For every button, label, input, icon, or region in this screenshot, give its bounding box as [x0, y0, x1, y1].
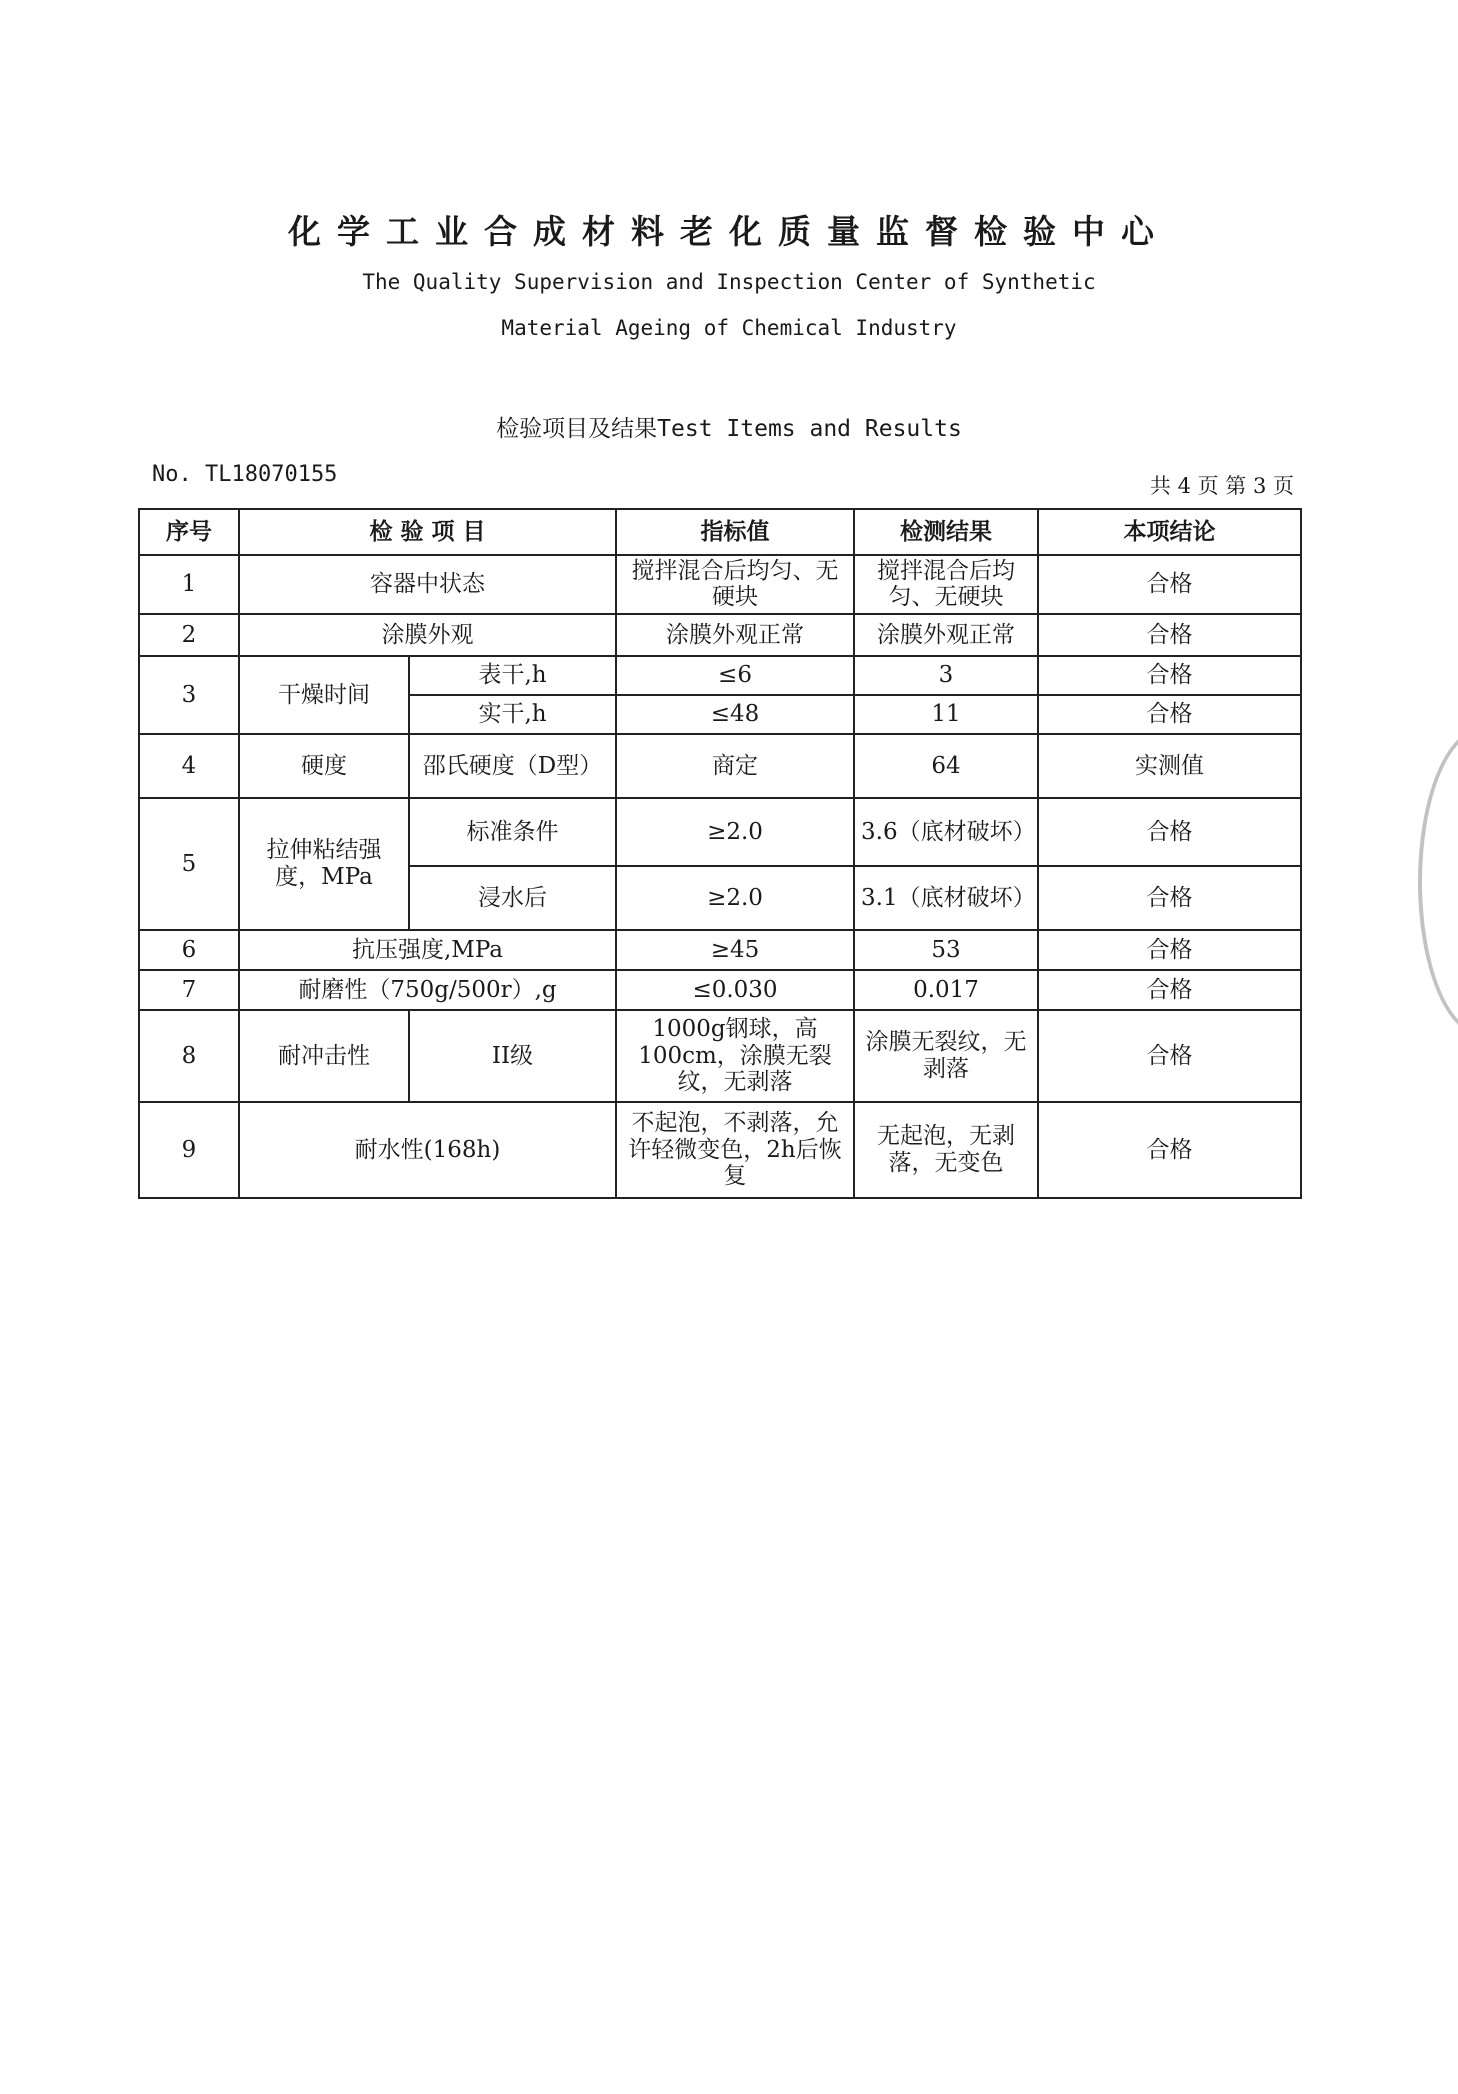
header-conclusion: 本项结论 — [1038, 509, 1301, 555]
center-title-en-line2: Material Ageing of Chemical Industry — [501, 316, 957, 340]
row-conclusion: 合格 — [1038, 866, 1301, 930]
table-row — [139, 734, 1301, 798]
row-conclusion: 实测值 — [1038, 734, 1301, 798]
row-subitem: 邵氏硬度（D型） — [409, 734, 616, 798]
row-conclusion: 合格 — [1038, 1010, 1301, 1102]
section-subtitle: 检验项目及结果Test Items and Results — [496, 416, 962, 442]
row-result: 64 — [854, 734, 1038, 798]
row-result: 搅拌混合后均匀、无硬块 — [854, 555, 1038, 614]
row-item: 涂膜外观 — [239, 614, 616, 656]
row-conclusion: 合格 — [1038, 798, 1301, 866]
row-conclusion: 合格 — [1038, 695, 1301, 734]
row-conclusion: 合格 — [1038, 555, 1301, 614]
row-result: 涂膜外观正常 — [854, 614, 1038, 656]
row-item: 耐冲击性 — [239, 1010, 409, 1102]
report-number: No. TL18070155 — [152, 462, 338, 487]
row-spec: ≥45 — [616, 930, 854, 970]
row-result: 11 — [854, 695, 1038, 734]
page-info: 共 4 页 第 3 页 — [1149, 474, 1294, 498]
center-title-cn: 化学工业合成材料老化质量监督检验中心 — [288, 212, 1170, 251]
row-conclusion: 合格 — [1038, 930, 1301, 970]
table-row — [139, 555, 1301, 614]
row-subitem: 表干,h — [409, 656, 616, 695]
row-conclusion: 合格 — [1038, 656, 1301, 695]
row-item: 拉伸粘结强度，MPa — [239, 798, 409, 930]
row-no: 9 — [139, 1102, 239, 1198]
row-no: 6 — [139, 930, 239, 970]
row-spec: ≥2.0 — [616, 798, 854, 866]
row-spec: ≥2.0 — [616, 866, 854, 930]
table-header-row — [139, 509, 1301, 555]
row-item: 硬度 — [239, 734, 409, 798]
row-item: 抗压强度,MPa — [239, 930, 616, 970]
row-no: 2 — [139, 614, 239, 656]
row-no: 7 — [139, 970, 239, 1010]
row-item: 耐磨性（750g/500r）,g — [239, 970, 616, 1010]
table-row — [139, 1010, 1301, 1102]
results-table — [138, 508, 1302, 1199]
table-row — [139, 614, 1301, 656]
row-conclusion: 合格 — [1038, 970, 1301, 1010]
center-title-en-line1: The Quality Supervision and Inspection Center of Synthetic — [362, 270, 1096, 294]
table-row — [139, 970, 1301, 1010]
row-result: 53 — [854, 930, 1038, 970]
row-no: 5 — [139, 798, 239, 930]
row-spec: 商定 — [616, 734, 854, 798]
row-no: 8 — [139, 1010, 239, 1102]
row-result: 3.1（底材破坏） — [854, 866, 1038, 930]
row-spec: ≤48 — [616, 695, 854, 734]
row-spec: 涂膜外观正常 — [616, 614, 854, 656]
row-result: 无起泡，无剥落，无变色 — [854, 1102, 1038, 1198]
row-result: 0.017 — [854, 970, 1038, 1010]
header-spec: 指标值 — [616, 509, 854, 555]
row-spec: ≤0.030 — [616, 970, 854, 1010]
header-no: 序号 — [139, 509, 239, 555]
row-conclusion: 合格 — [1038, 1102, 1301, 1198]
row-spec: 1000g钢球，高100cm，涂膜无裂纹，无剥落 — [616, 1010, 854, 1102]
seal-stamp-edge — [1418, 728, 1458, 1036]
row-no: 4 — [139, 734, 239, 798]
row-no: 3 — [139, 656, 239, 734]
row-result: 涂膜无裂纹，无剥落 — [854, 1010, 1038, 1102]
row-subitem: 实干,h — [409, 695, 616, 734]
row-spec: ≤6 — [616, 656, 854, 695]
header-result: 检测结果 — [854, 509, 1038, 555]
table-row — [139, 930, 1301, 970]
table-row — [139, 1102, 1301, 1198]
row-no: 1 — [139, 555, 239, 614]
table-row — [139, 798, 1301, 866]
row-result: 3.6（底材破坏） — [854, 798, 1038, 866]
row-item: 耐水性(168h) — [239, 1102, 616, 1198]
row-item: 容器中状态 — [239, 555, 616, 614]
table-row — [139, 656, 1301, 695]
row-result: 3 — [854, 656, 1038, 695]
row-subitem: II级 — [409, 1010, 616, 1102]
row-spec: 搅拌混合后均匀、无硬块 — [616, 555, 854, 614]
header-item: 检 验 项 目 — [239, 509, 616, 555]
row-subitem: 标准条件 — [409, 798, 616, 866]
row-subitem: 浸水后 — [409, 866, 616, 930]
row-conclusion: 合格 — [1038, 614, 1301, 656]
row-item: 干燥时间 — [239, 656, 409, 734]
row-spec: 不起泡，不剥落，允许轻微变色，2h后恢复 — [616, 1102, 854, 1198]
